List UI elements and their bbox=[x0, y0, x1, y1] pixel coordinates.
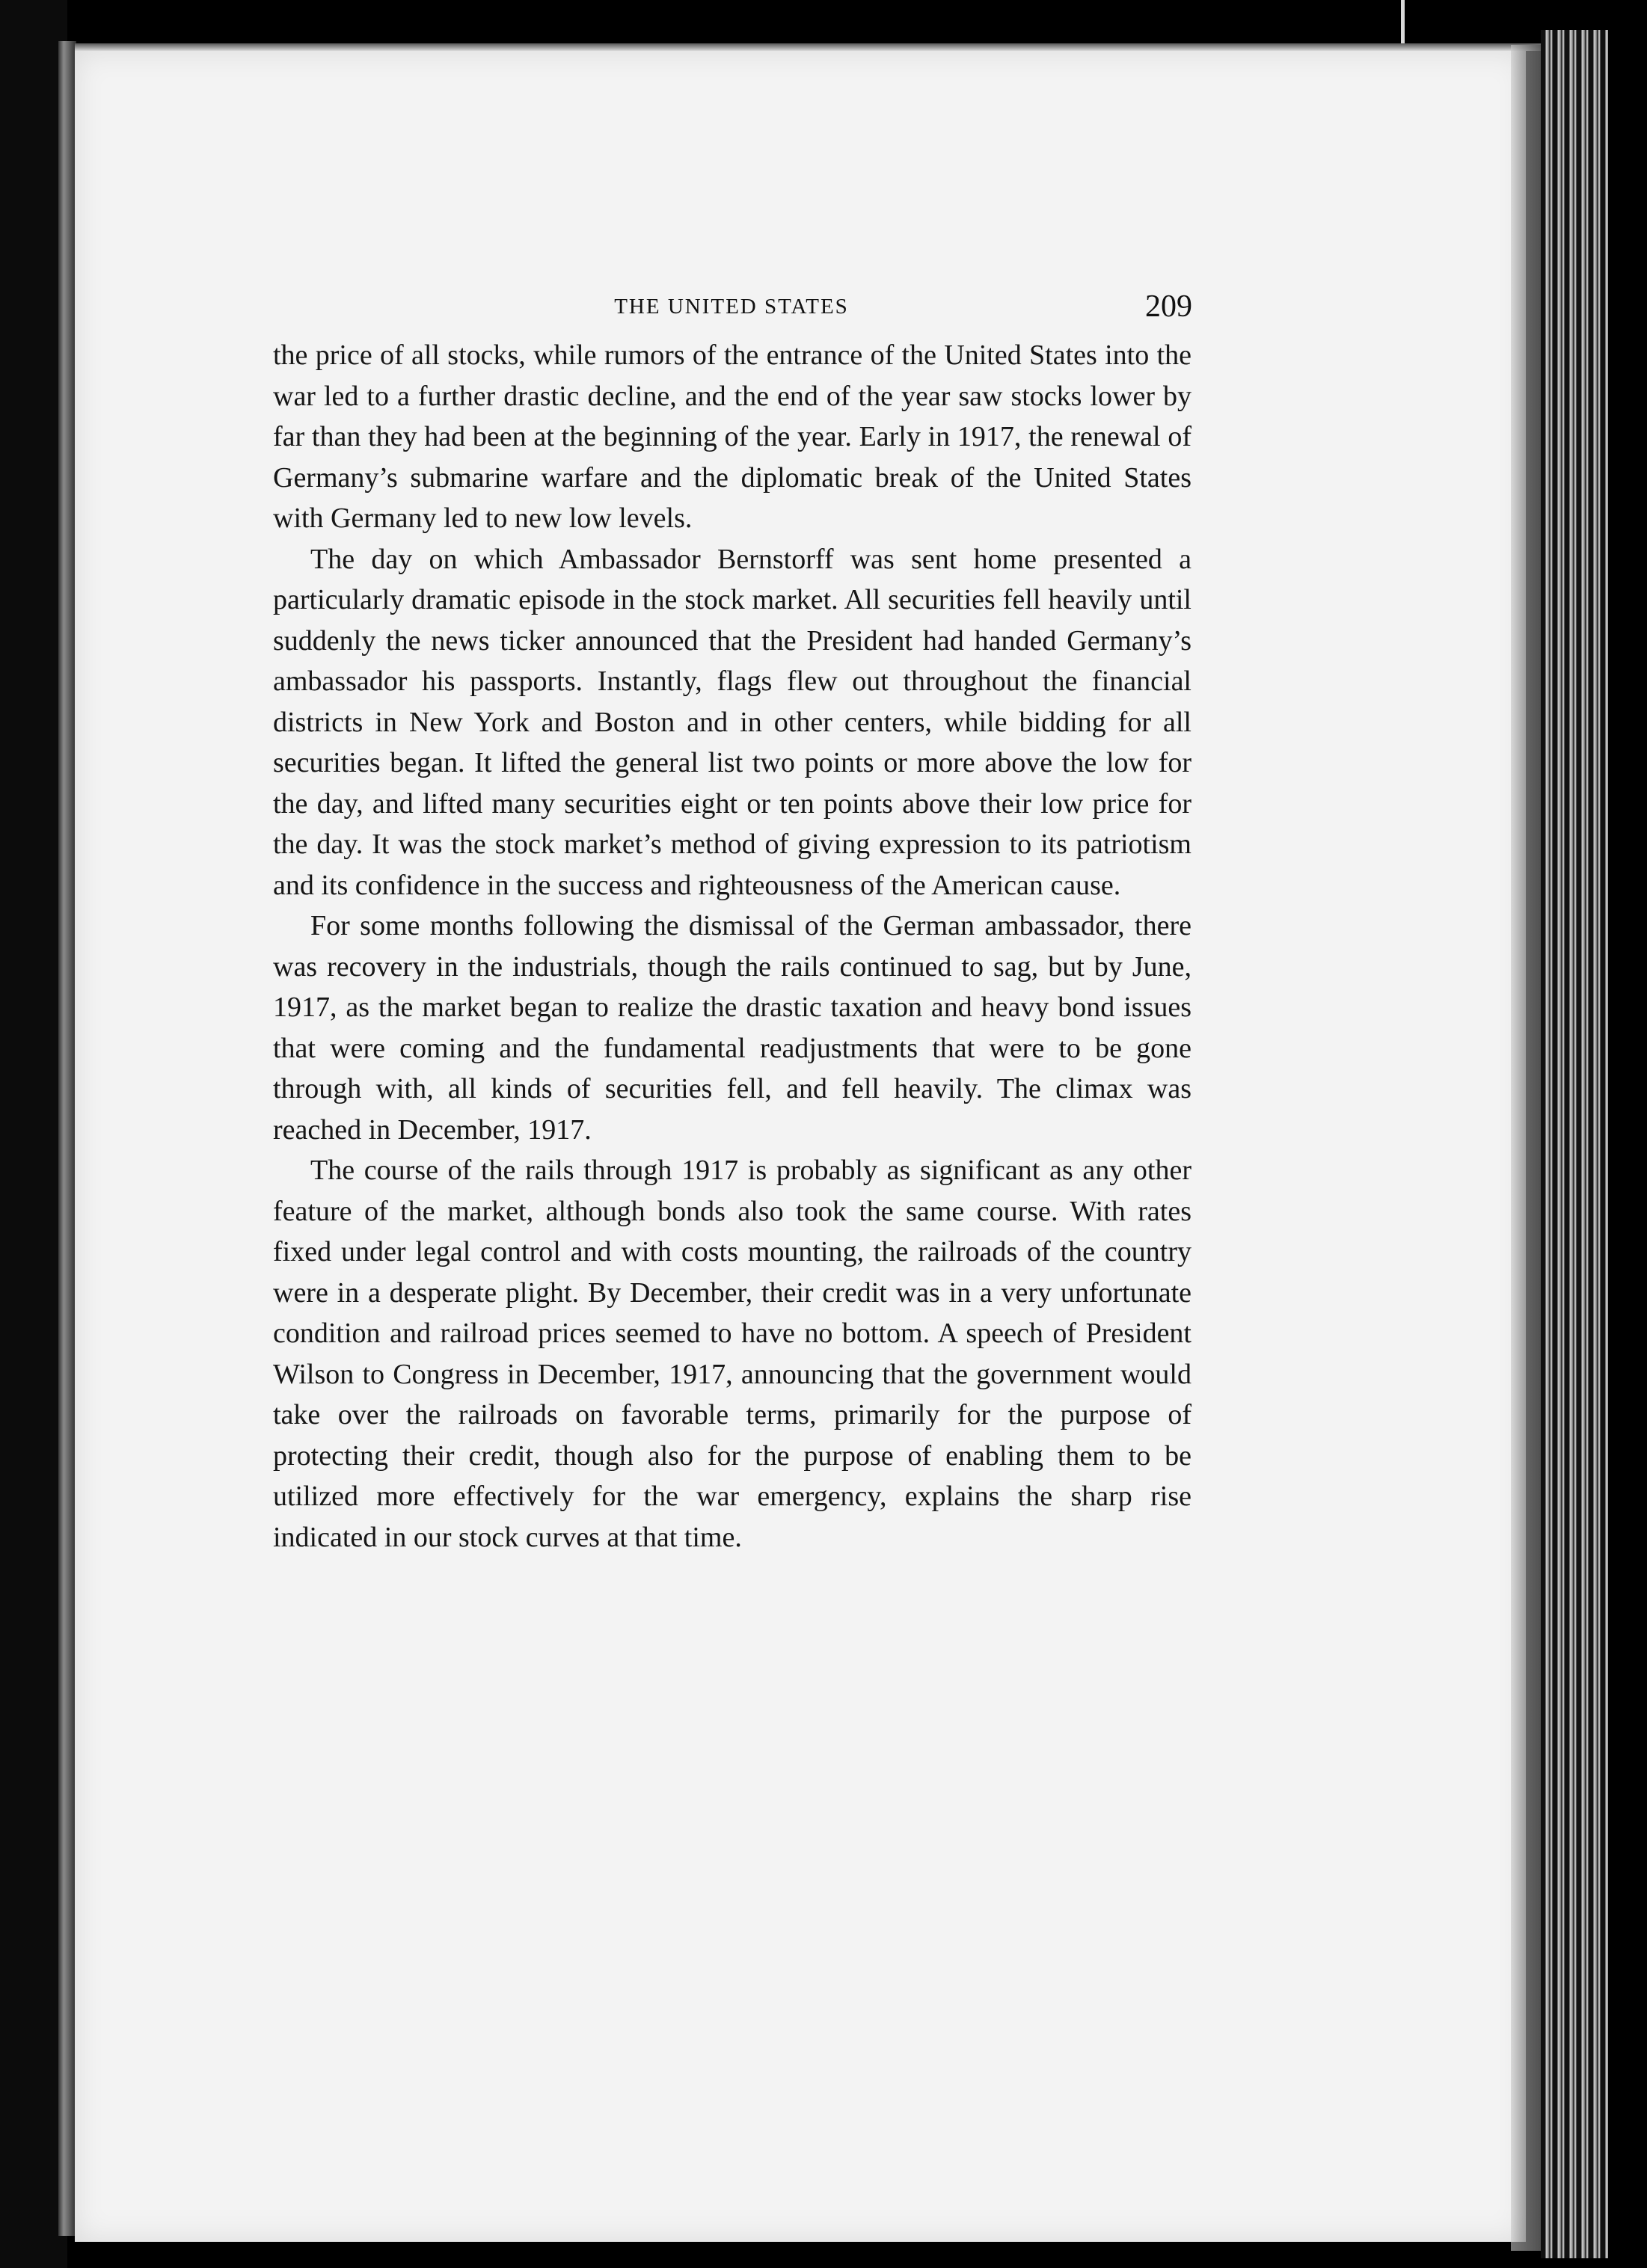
top-page-edge bbox=[75, 43, 1541, 51]
paragraph: The course of the rails through 1917 is probably as significant as any other feature of the market, although bonds also took the same course. With rates fixed under legal control and with costs mounting, the railroads of the country were in a desperate plight. By December, their credit was in a very unfortunate condition and railroad prices seemed to have no bottom. A speech of President Wilson to Congress in December, 1917, announcing that the government would take over the railroads on favorable terms, primarily for the purpose of protecting their credit, though also for the purpose of enabling them to be utilized more effectively for the war emergency, explains the sharp rise indicated in our stock curves at that time. bbox=[273, 1155, 1191, 1553]
paragraph: The day on which Ambassador Bernstorff was sent home presented a particularly dramatic episode in the stock market. All securities fell heavily until suddenly the news ticker announced that the President had handed Germany’s ambassador his passports. Instantly, flags flew out throughout the financial districts in New York and Boston and in other centers, while bidding for all securities began. It lifted the general list two points or more above the low for the day, and lifted many securities eight or ten points above their low price for the day. It was the stock market’s method of giving expression to its patriotism and its confidence in the success and righteousness of the American cause. bbox=[273, 543, 1191, 901]
left-page-edge bbox=[58, 41, 76, 2236]
paragraph: the price of all stocks, while rumors of the entrance of the United States into the war led to a further drastic decline, and the end of the year saw stocks lower by far than they had been at the beginning of the year. Early in 1917, the renewal of Germany’s submarine warfare and the diplomatic break of the United States with Germany led to new low levels. bbox=[273, 339, 1191, 534]
page-stack-edge bbox=[1541, 30, 1608, 2258]
paragraph: For some months following the dismissal of the German ambassador, there was recovery in the industrials, though the rails continued to sag, but by June, 1917, as the market began to realize the drastic taxation and heavy bond issues that were coming and the fundamental readjustments that were to be gone through with, all kinds of securities fell, and fell heavily. The climax was reached in December, 1917. bbox=[273, 910, 1191, 1146]
scan-marker bbox=[1401, 0, 1405, 46]
page-number: 209 bbox=[1145, 289, 1192, 324]
body-text bbox=[273, 335, 1191, 1558]
page-gutter-shadow bbox=[1511, 45, 1541, 2251]
left-background bbox=[0, 0, 67, 2268]
page-header bbox=[271, 284, 1192, 329]
running-head: THE UNITED STATES bbox=[614, 295, 849, 319]
